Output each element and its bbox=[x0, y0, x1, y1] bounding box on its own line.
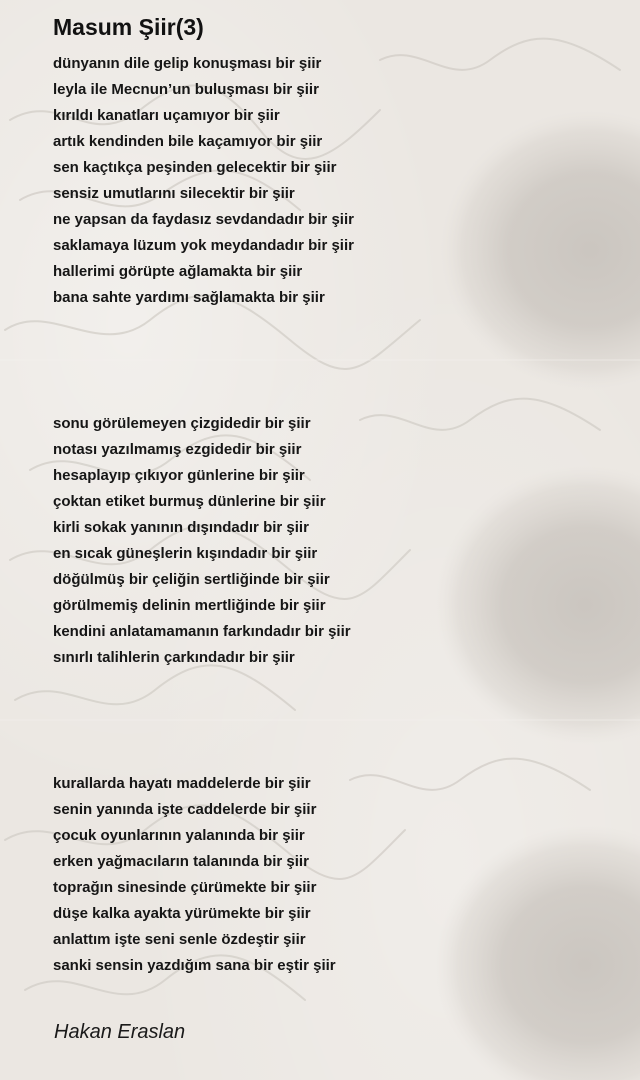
poem-line: sensiz umutlarını silecektir bir şiir bbox=[53, 185, 295, 202]
stanza-1 bbox=[53, 51, 354, 311]
poem-line: senin yanında işte caddelerde bir şiir bbox=[53, 801, 317, 818]
poem-line: en sıcak güneşlerin kışındadır bir şiir bbox=[53, 545, 318, 562]
poem-line: erken yağmacıların talanında bir şiir bbox=[53, 853, 309, 870]
poem-line: leyla ile Mecnun’un buluşması bir şiir bbox=[53, 81, 319, 98]
poem-line: anlattım işte seni senle özdeştir şiir bbox=[53, 931, 306, 948]
ink-blot-decoration bbox=[435, 110, 640, 1080]
poem-line: toprağın sinesinde çürümekte bir şiir bbox=[53, 879, 317, 896]
poem-line: çocuk oyunlarının yalanında bir şiir bbox=[53, 827, 305, 844]
poem-line: sonu görülemeyen çizgidedir bir şiir bbox=[53, 415, 311, 432]
poem-line: ne yapsan da faydasız sevdandadır bir şiir bbox=[53, 211, 354, 228]
stanza-2 bbox=[53, 411, 351, 671]
poem-line: kendini anlatamamanın farkındadır bir şiir bbox=[53, 623, 351, 640]
poem-line: çoktan etiket burmuş dünlerine bir şiir bbox=[53, 493, 326, 510]
poem-line: kirli sokak yanının dışındadır bir şiir bbox=[53, 519, 309, 536]
poem-line: notası yazılmamış ezgidedir bir şiir bbox=[53, 441, 302, 458]
poem-line: hallerimi görüpte ağlamakta bir şiir bbox=[53, 263, 303, 280]
poem-line: düşe kalka ayakta yürümekte bir şiir bbox=[53, 905, 311, 922]
poem-line: sanki sensin yazdığım sana bir eştir şiir bbox=[53, 957, 336, 974]
poem-author: Hakan Eraslan bbox=[54, 1021, 186, 1043]
poem-line: sen kaçtıkça peşinden gelecektir bir şiir bbox=[53, 159, 337, 176]
poem-line: saklamaya lüzum yok meydandadır bir şiir bbox=[53, 237, 354, 254]
poem-line: bana sahte yardımı sağlamakta bir şiir bbox=[53, 289, 325, 306]
stanza-3 bbox=[53, 771, 336, 979]
poem-line: sınırlı talihlerin çarkındadır bir şiir bbox=[53, 649, 295, 666]
poem-title: Masum Şiir(3) bbox=[53, 14, 204, 40]
poem-line: döğülmüş bir çeliğin sertliğinde bir şiir bbox=[53, 571, 330, 588]
poem-line: dünyanın dile gelip konuşması bir şiir bbox=[53, 55, 322, 72]
poem-line: kırıldı kanatları uçamıyor bir şiir bbox=[53, 107, 280, 124]
poem-line: kurallarda hayatı maddelerde bir şiir bbox=[53, 775, 311, 792]
poem-line: hesaplayıp çıkıyor günlerine bir şiir bbox=[53, 467, 305, 484]
poem-line: artık kendinden bile kaçamıyor bir şiir bbox=[53, 133, 323, 150]
poem-line: görülmemiş delinin mertliğinde bir şiir bbox=[53, 597, 326, 614]
